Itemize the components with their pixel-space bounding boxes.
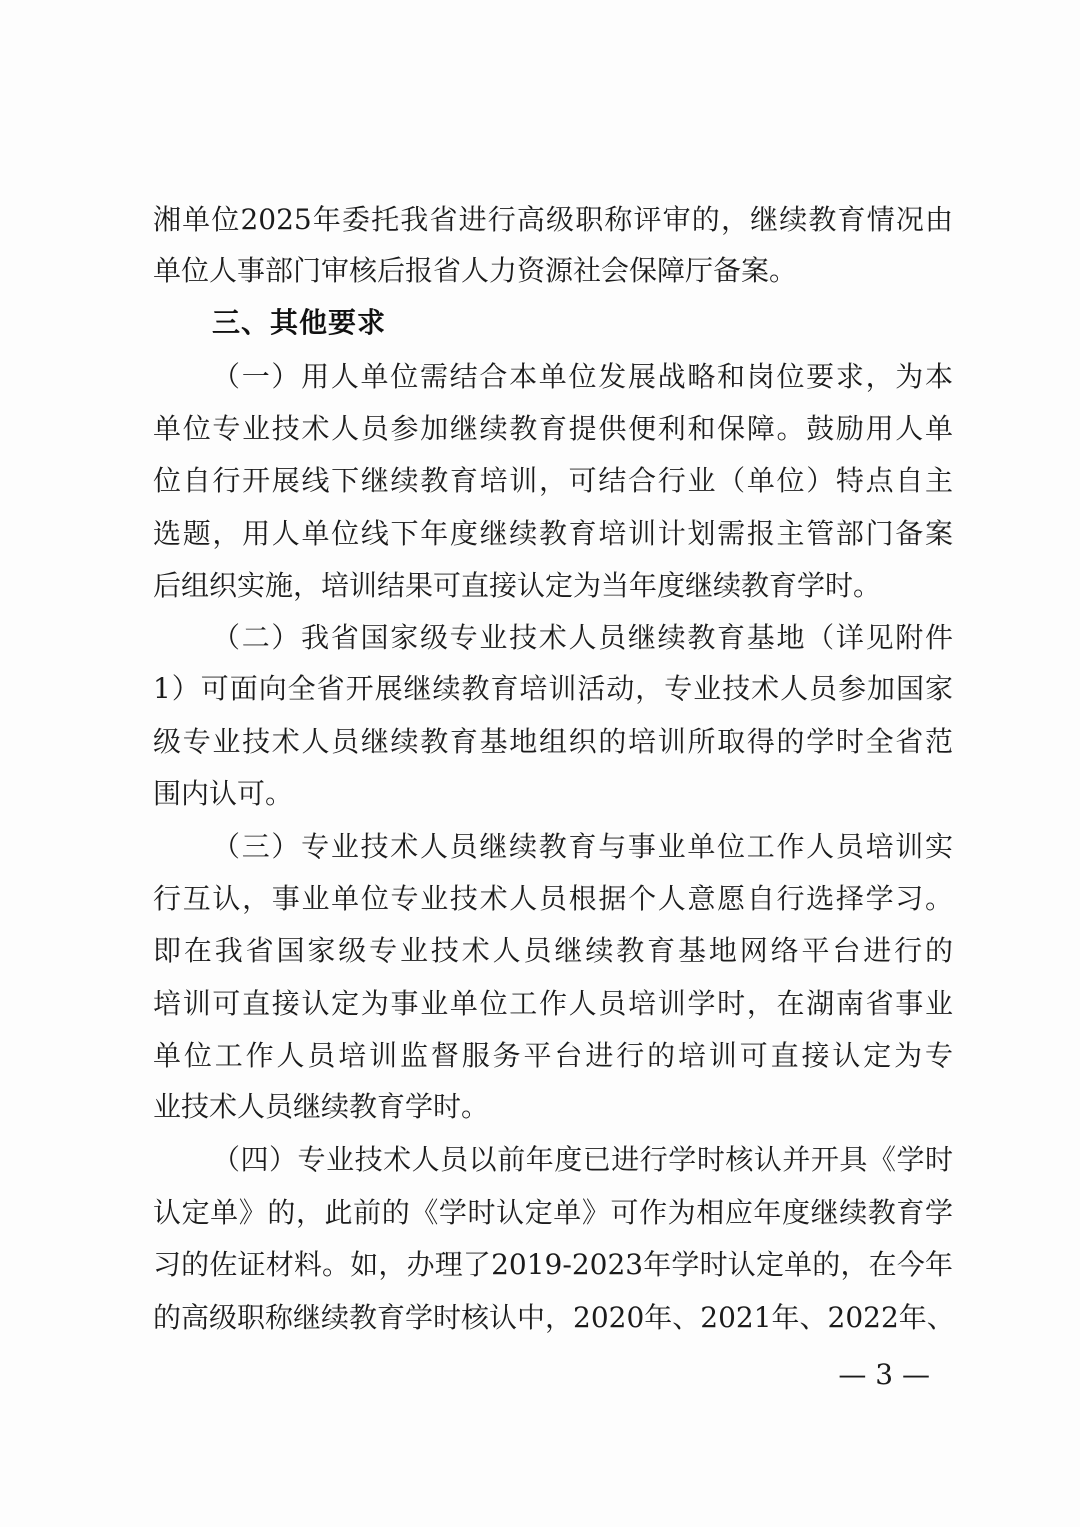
text-line: 行互认，事业单位专业技术人员根据个人意愿自行选择学习。 [153, 882, 953, 915]
text-line: 的高级职称继续教育学时核认中，2020年、2021年、2022年、 [153, 1301, 955, 1334]
text-line: 习的佐证材料。如，办理了2019-2023年学时认定单的，在今年 [153, 1248, 953, 1281]
text-line: 单位工作人员培训监督服务平台进行的培训可直接认定为专 [153, 1039, 953, 1072]
text-line: 湘单位2025年委托我省进行高级职称评审的，继续教育情况由 [153, 203, 953, 236]
text-line: 围内认可。 [153, 777, 294, 810]
text-line: 单位人事部门审核后报省人力资源社会保障厅备案。 [153, 254, 798, 287]
paragraph-first-line: （一）用人单位需结合本单位发展战略和岗位要求，为本 [212, 360, 953, 393]
text-line: 选题，用人单位线下年度继续教育培训计划需报主管部门备案 [153, 517, 953, 550]
text-line: 后组织实施，培训结果可直接认定为当年度继续教育学时。 [153, 569, 882, 602]
section-heading: 三、其他要求 [212, 306, 387, 339]
text-line: 单位专业技术人员参加继续教育提供便利和保障。鼓励用人单 [153, 412, 953, 445]
text-line: 业技术人员继续教育学时。 [153, 1090, 490, 1123]
text-line: 位自行开展线下继续教育培训，可结合行业（单位）特点自主 [153, 464, 953, 497]
paragraph-first-line: （四）专业技术人员以前年度已进行学时核认并开具《学时 [212, 1143, 953, 1176]
page-number: — 3 — [838, 1358, 930, 1391]
text-line: 培训可直接认定为事业单位工作人员培训学时，在湖南省事业 [153, 987, 953, 1020]
paragraph-first-line: （三）专业技术人员继续教育与事业单位工作人员培训实 [212, 830, 953, 863]
text-line: 1）可面向全省开展继续教育培训活动，专业技术人员参加国家 [153, 672, 953, 705]
text-line: 即在我省国家级专业技术人员继续教育基地网络平台进行的 [153, 934, 953, 967]
text-line: 级专业技术人员继续教育基地组织的培训所取得的学时全省范 [153, 725, 953, 758]
text-line: 认定单》的，此前的《学时认定单》可作为相应年度继续教育学 [153, 1196, 953, 1229]
paragraph-first-line: （二）我省国家级专业技术人员继续教育基地（详见附件 [212, 621, 953, 654]
